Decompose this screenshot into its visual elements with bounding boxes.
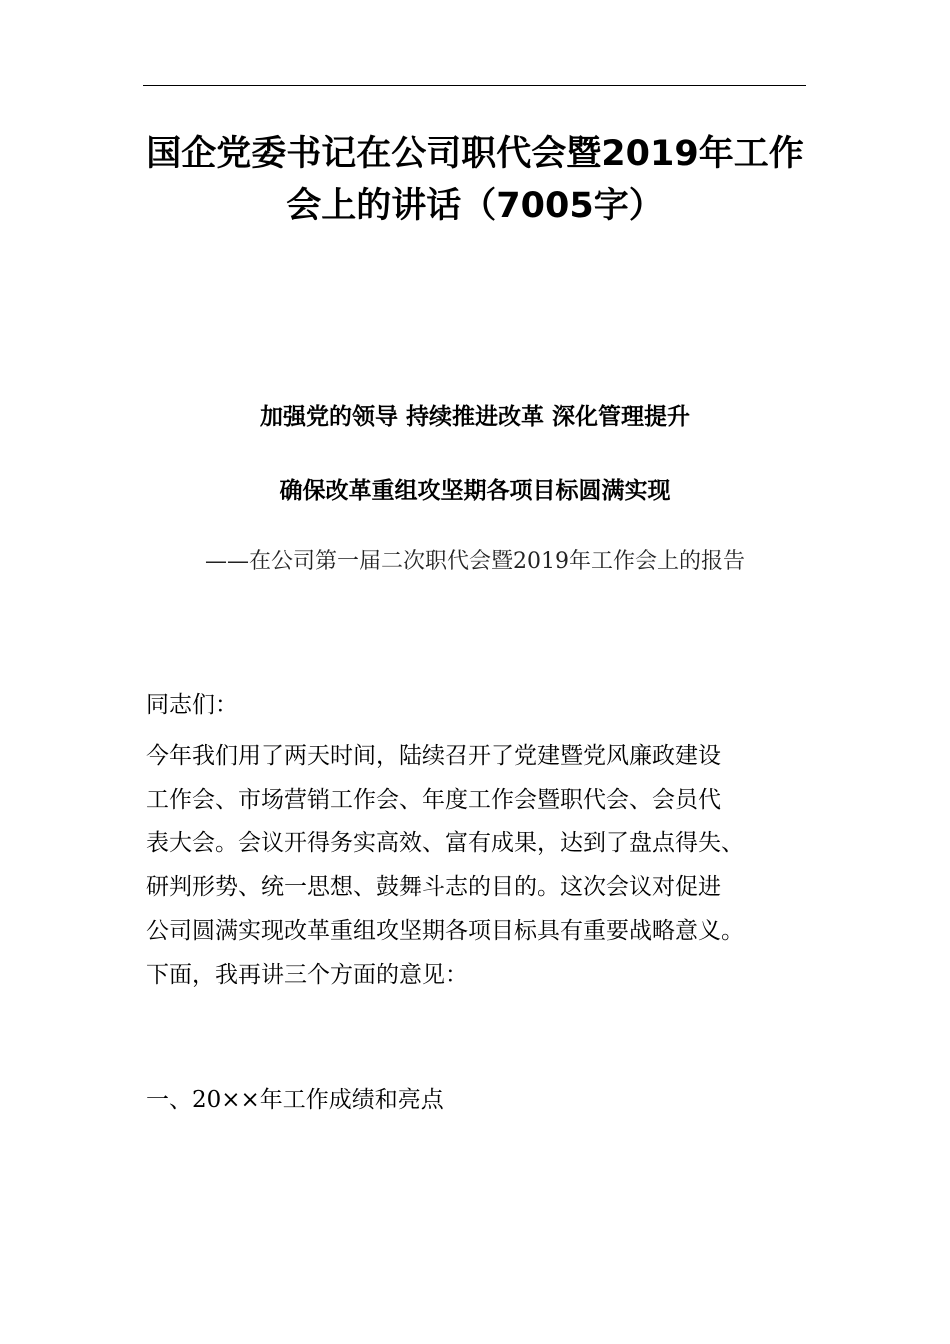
paragraph-line: 工作会、市场营销工作会、年度工作会暨职代会、会员代 xyxy=(146,786,721,813)
report-heading-line-1: 加强党的领导 持续推进改革 深化管理提升 xyxy=(259,403,690,430)
report-subtitle: ——在公司第一届二次职代会暨2019年工作会上的报告 xyxy=(205,549,745,574)
top-horizontal-rule xyxy=(143,85,806,86)
opening-paragraph xyxy=(146,735,802,997)
paragraph-line: 下面，我再讲三个方面的意见： xyxy=(146,961,468,988)
salutation: 同志们： xyxy=(146,692,238,718)
section-heading-1: 一、20××年工作成绩和亮点 xyxy=(146,1087,444,1113)
paragraph-line: 公司圆满实现改革重组攻坚期各项目标具有重要战略意义。 xyxy=(146,917,744,944)
document-title: 国企党委书记在公司职代会暨2019年工作会上的讲话（7005字） xyxy=(146,134,804,226)
paragraph-line: 表大会。会议开得务实高效、富有成果，达到了盘点得失、 xyxy=(146,830,744,857)
paragraph-line: 研判形势、统一思想、鼓舞斗志的目的。这次会议对促进 xyxy=(146,874,721,901)
report-heading-line-2: 确保改革重组攻坚期各项目标圆满实现 xyxy=(279,477,671,504)
paragraph-line: 今年我们用了两天时间，陆续召开了党建暨党风廉政建设 xyxy=(146,743,721,769)
